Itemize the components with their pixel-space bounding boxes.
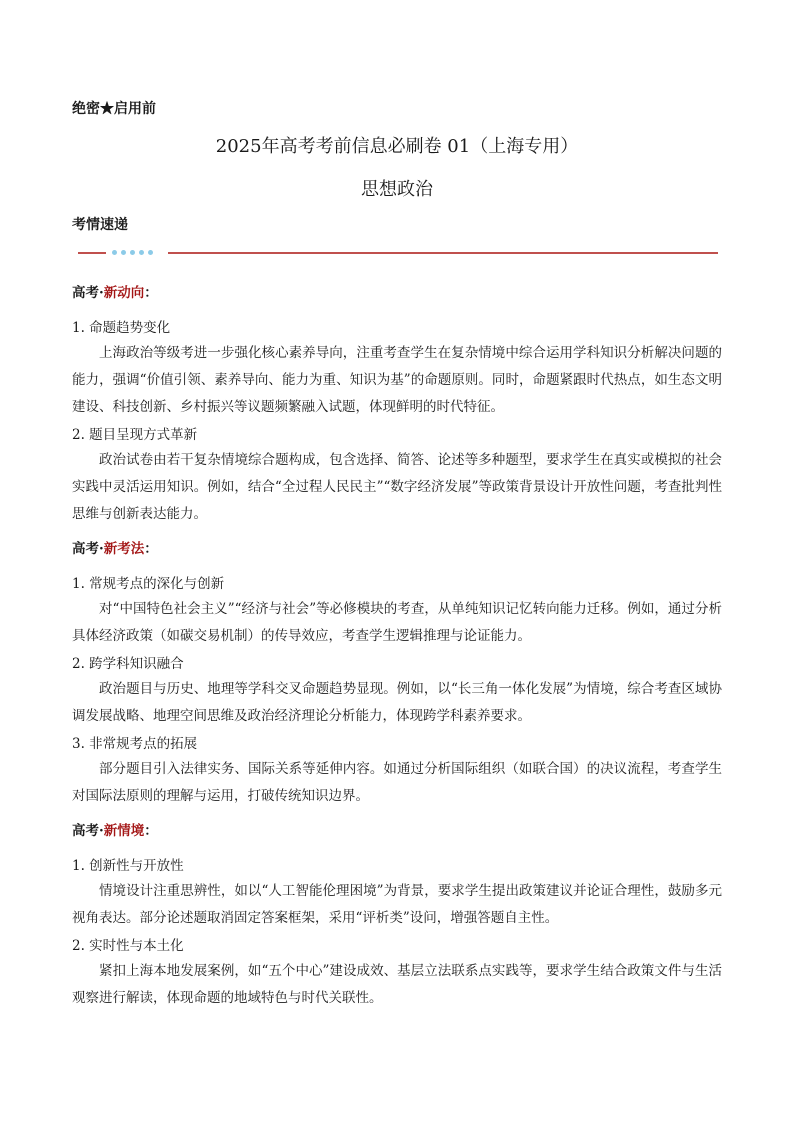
divider-line-right: [168, 252, 718, 254]
heading-separator: ·: [99, 541, 104, 557]
heading-accent: 新考法: [103, 541, 145, 557]
section-heading: [72, 283, 722, 303]
section-new-methods: [72, 539, 722, 810]
heading-prefix: 高考: [72, 823, 99, 839]
section-item: [72, 652, 722, 730]
heading-accent: 新情境: [103, 823, 145, 839]
section-item: [72, 854, 722, 932]
divider-dot: [112, 250, 117, 255]
divider-dots: [112, 250, 153, 255]
subject-title: 思想政治: [361, 179, 433, 200]
section-item: [72, 732, 722, 810]
item-text: 政治题目与历史、地理等学科交叉命题趋势显现。例如，以“长三角一体化发展”为情境，综合考查区域协调发展战略、地理空间思维及政治经济理论分析能力，体现跨学科素养要求。: [72, 681, 722, 724]
divider-line-left: [78, 252, 106, 254]
section-new-trends: [72, 283, 722, 528]
section-new-contexts: [72, 821, 722, 1012]
content-body: [72, 283, 722, 1023]
divider-dot: [139, 250, 144, 255]
item-text: 政治试卷由若干复杂情境综合题构成，包含选择、简答、论述等多种题型，要求学生在真实或模拟的社会实践中灵活运用知识。例如，结合“全过程人民民主”“数字经济发展”等政策背景设计开放性问题，考查批判性思维与创新表达能力。: [72, 452, 722, 522]
heading-separator: ·: [99, 285, 104, 301]
heading-suffix: ：: [144, 823, 158, 839]
item-title: 1. 常规考点的深化与创新: [72, 576, 225, 592]
item-title: 2. 题目呈现方式革新: [72, 427, 198, 443]
item-text: 对“中国特色社会主义”“经济与社会”等必修模块的考查，从单纯知识记忆转向能力迁移。例如，通过分析具体经济政策（如碳交易机制）的传导效应，考查学生逻辑推理与论证能力。: [72, 601, 722, 644]
heading-suffix: ：: [144, 285, 158, 301]
confidential-label: 绝密★启用前: [72, 101, 156, 117]
section-heading: [72, 539, 722, 559]
divider-dot: [121, 250, 126, 255]
decorative-divider: [78, 247, 718, 259]
item-text: 紧扣上海本地发展案例，如“五个中心”建设成效、基层立法联系点实践等，要求学生结合政策文件与生活观察进行解读，体现命题的地域特色与时代关联性。: [72, 963, 722, 1006]
item-title: 1. 创新性与开放性: [72, 858, 184, 874]
item-text: 上海政治等级考进一步强化核心素养导向，注重考查学生在复杂情境中综合运用学科知识分析解决问题的能力，强调“价值引领、素养导向、能力为重、知识为基”的命题原则。同时，命题紧跟时代热点，如生态文明建设、科技创新、乡村振兴等议题频繁融入试题，体现鲜明的时代特征。: [72, 345, 722, 415]
section-item: [72, 423, 722, 528]
document-title: 2025年高考考前信息必刷卷 01（上海专用）: [215, 136, 579, 157]
section-item: [72, 934, 722, 1012]
section-heading: [72, 821, 722, 841]
divider-dot: [148, 250, 153, 255]
divider-dot: [130, 250, 135, 255]
overview-heading: 考情速递: [72, 217, 128, 233]
heading-accent: 新动向: [103, 285, 145, 301]
item-title: 1. 命题趋势变化: [72, 320, 171, 336]
item-text: 情境设计注重思辨性，如以“人工智能伦理困境”为背景，要求学生提出政策建议并论证合理性，鼓励多元视角表达。部分论述题取消固定答案框架，采用“评析类”设问，增强答题自主性。: [72, 883, 722, 926]
heading-separator: ·: [99, 823, 104, 839]
item-title: 3. 非常规考点的拓展: [72, 736, 198, 752]
heading-prefix: 高考: [72, 285, 99, 301]
section-item: [72, 572, 722, 650]
heading-prefix: 高考: [72, 541, 99, 557]
item-title: 2. 实时性与本土化: [72, 938, 184, 954]
section-item: [72, 316, 722, 421]
item-title: 2. 跨学科知识融合: [72, 656, 184, 672]
heading-suffix: ：: [144, 541, 158, 557]
item-text: 部分题目引入法律实务、国际关系等延伸内容。如通过分析国际组织（如联合国）的决议流程，考查学生对国际法原则的理解与运用，打破传统知识边界。: [72, 761, 722, 804]
